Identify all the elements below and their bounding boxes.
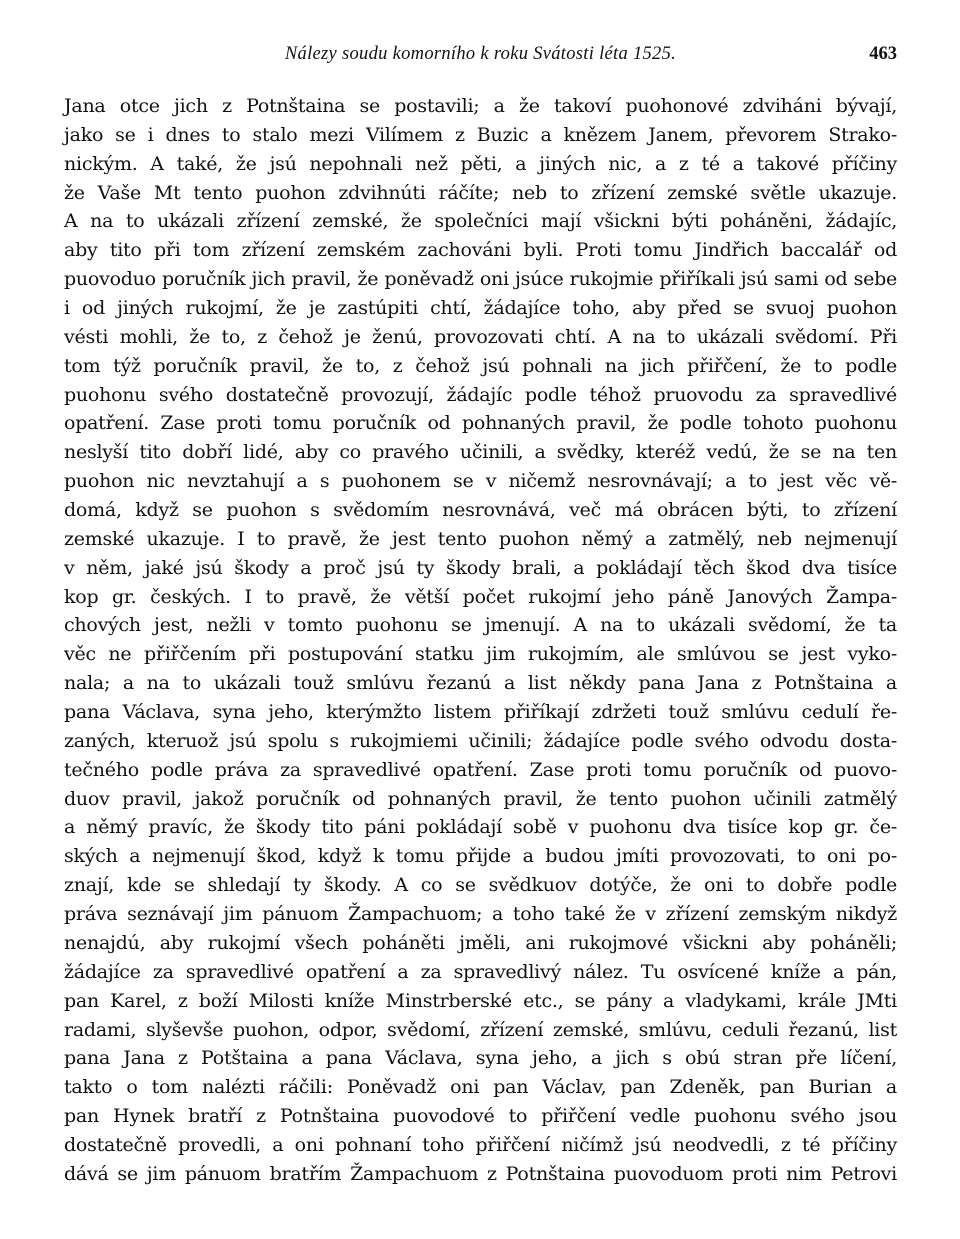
text-line: že Vaše Mt tento puohon zdvihnúti ráčíte; neb to zřízení zemské světle ukazuje.: [64, 181, 897, 204]
text-line: a němý pravíc, že škody tito páni pokládají sobě v puohonu dva tisíce kop gr. če-: [64, 816, 897, 839]
running-title: Nálezy soudu komorního k roku Svátosti léta 1525.: [284, 44, 677, 64]
text-line: pan Karel, z boží Milosti kníže Minstrberské etc., se pány a vladykami, krále JMti: [64, 989, 897, 1012]
text-line: jako se i dnes to stalo mezi Vilímem z Buzic a knězem Janem, převorem Strako-: [64, 123, 897, 146]
text-line: opatření. Zase proti tomu poručník od pohnaných pravil, že podle tohoto puohonu: [64, 412, 897, 435]
text-line: puohonu svého dostatečně provozují, žádajíc podle téhož pruovodu za spravedlivé: [64, 383, 897, 406]
page-number: 463: [869, 44, 897, 64]
text-line: puohon nic nevztahují a s puohonem se v ničemž nesrovnávají; a to jest věc vě-: [64, 470, 897, 493]
text-line: i od jiných rukojmí, že je zastúpiti chtí, žádajíce toho, aby před se svuoj puohon: [64, 297, 897, 320]
text-line: duov pravil, jakož poručník od pohnaných pravil, že tento puohon učinili zatmělý: [64, 787, 897, 810]
text-line: znají, kde se shledají ty škody. A co se svědkuov dotýče, že oni to dobře podle: [64, 874, 897, 897]
text-line: takto o tom nalézti ráčili: Poněvadž oni pan Václav, pan Zdeněk, pan Burian a: [64, 1076, 897, 1099]
text-line: zemské ukazuje. I to pravě, že jest tento puohon němý a zatmělý, neb nejmenují: [64, 527, 897, 550]
text-line: vésti mohli, že to, z čehož je ženú, provozovati chtí. A na to ukázali svědomí. Při: [64, 325, 897, 348]
text-line: věc ne přiřčením při postupování statku jim rukojmím, ale smlúvou se jest vyko-: [64, 643, 897, 666]
text-line: puovoduo poručník jich pravil, že poněvadž oni jsúce rukojmie přiříkali jsú sami od sebe: [64, 268, 897, 291]
text-line: v něm, jaké jsú škody a proč jsú ty škody brali, a pokládají těch škod dva tisíce: [64, 556, 897, 579]
text-line: dává se jim pánuom bratřím Žampachuom z Potnštaina puovoduom proti nim Petrovi: [64, 1162, 897, 1185]
text-line: práva seznávají jim pánuom Žampachuom; a toho také že v zřízení zemským nikdyž: [64, 903, 897, 926]
text-line: tom týž poručník pravil, že to, z čehož jsú pohnali na jich přiřčení, že to podle: [64, 354, 897, 377]
text-line: Jana otce jich z Potnštaina se postavili; a že takoví puohonové zdviháni bývají,: [64, 95, 897, 117]
text-line: pan Hynek bratří z Potnštaina puovodové to přiřčení vedle puohonu svého jsou: [64, 1105, 897, 1128]
text-line: ských a nejmenují škod, když k tomu přijde a budou jmíti provozovati, to oni po-: [64, 845, 897, 868]
text-line: neslyší tito dobří lidé, aby co pravého učinili, a svědky, kteréž vedú, že se na ten: [64, 441, 897, 464]
text-line: nenajdú, aby rukojmí všech poháněti jměli, ani rukojmové všickni aby poháněli;: [64, 931, 897, 954]
text-line: tečného podle práva za spravedlivé opatření. Zase proti tomu poručník od puovo-: [64, 758, 897, 781]
text-line: aby tito při tom zřízení zemském zachováni byli. Proti tomu Jindřich baccalář od: [64, 239, 897, 262]
text-line: žádajíce za spravedlivé opatření a za spravedlivý nález. Tu osvícené kníže a pán,: [64, 960, 897, 983]
body-text: [64, 92, 897, 1189]
text-line: dostatečně provedli, a oni pohnaní toho přiřčení ničímž jsú neodvedli, z té příčiny: [64, 1133, 897, 1156]
text-line: A na to ukázali zřízení zemské, že společníci mají všickni býti poháněni, žádajíc,: [64, 210, 897, 233]
text-line: nickým. A také, že jsú nepohnali než pěti, a jiných nic, a z té a takové příčiny: [64, 152, 897, 175]
text-line: radami, slyševše puohon, odpor, svědomí, zřízení zemské, smlúvu, ceduli řezanú, list: [64, 1018, 897, 1041]
text-line: chových jest, nežli v tomto puohonu se jmenují. A na to ukázali svědomí, že ta: [64, 614, 897, 637]
text-line: zaných, kteruož jsú spolu s rukojmiemi učinili; žádajíce podle svého odvodu dosta-: [64, 729, 897, 752]
running-head: [64, 40, 897, 70]
text-line: kop gr. českých. I to pravě, že větší počet rukojmí jeho páně Janových Žampa-: [64, 585, 897, 608]
text-line: nala; a na to ukázali touž smlúvu řezanú a list někdy pana Jana z Potnštaina a: [64, 672, 897, 695]
text-line: domá, když se puohon s svědomím nesrovnává, več má obrácen býti, to zřízení: [64, 499, 897, 522]
text-line: pana Václava, syna jeho, kterýmžto listem přiříkají zdržeti touž smlúvu cedulí ře-: [64, 701, 897, 724]
text-line: pana Jana z Potštaina a pana Václava, syna jeho, a jich s obú stran pře líčení,: [64, 1047, 897, 1070]
